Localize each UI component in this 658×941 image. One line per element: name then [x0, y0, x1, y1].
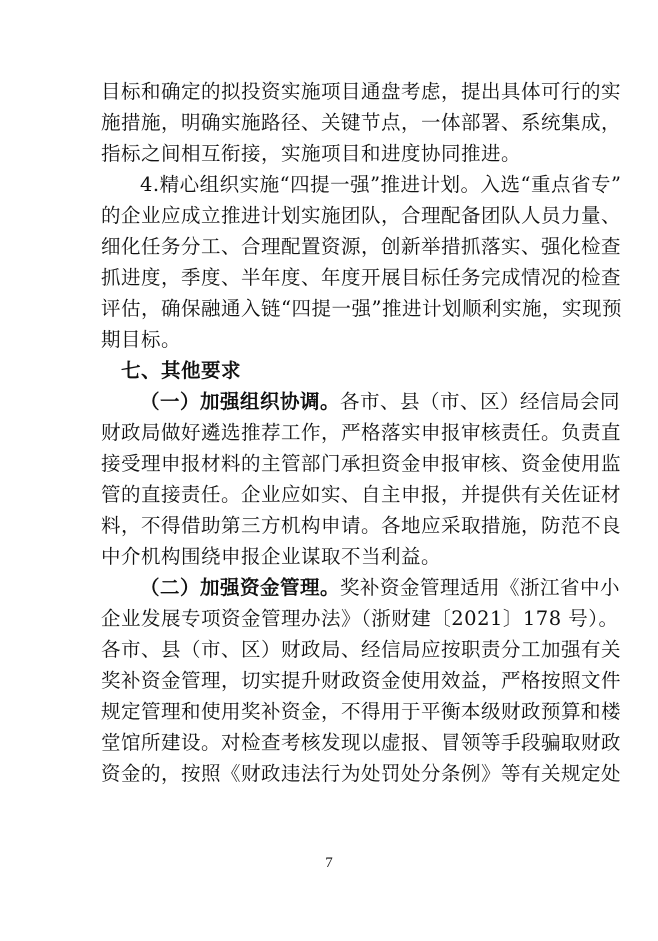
paragraph-four-plans: [101, 169, 622, 355]
paragraph-implementation-measures: [101, 76, 622, 169]
text-line: 各市、县（市、区）财政局、经信局应按职责分工加强有关: [101, 638, 622, 661]
subheading-lead: （二）加强资金管理。: [140, 576, 341, 599]
text-line: 管的直接责任。企业应如实、自主申报，并提供有关佐证材: [101, 483, 622, 506]
text-line: 抓进度，季度、半年度、年度开展目标任务完成情况的检查: [101, 266, 622, 289]
text-line: 目标和确定的拟投资实施项目通盘考虑，提出具体可行的实: [101, 80, 622, 103]
text-line: 接受理申报材料的主管部门承担资金申报审核、资金使用监: [101, 452, 622, 475]
page-number: 7: [325, 855, 333, 871]
text-line: 期目标。: [101, 328, 182, 351]
text-line: 财政局做好遴选推荐工作，严格落实申报审核责任。负责直: [101, 421, 622, 444]
text-line: 奖补资金管理，切实提升财政资金使用效益，严格按照文件: [101, 669, 622, 692]
text-line: 评估，确保融通入链“四提一强”推进计划顺利实施，实现预: [101, 297, 622, 320]
text-line: 企业发展专项资金管理办法》（浙财建〔2021〕178 号）。: [101, 607, 619, 630]
text-line: 规定管理和使用奖补资金，不得用于平衡本级财政预算和楼: [101, 700, 622, 723]
text-line: 料，不得借助第三方机构申请。各地应采取措施，防范不良: [101, 514, 622, 537]
text-run: 奖补资金管理适用《浙江省中小: [340, 576, 621, 599]
text-line: 资金的，按照《财政违法行为处罚处分条例》等有关规定处: [101, 762, 622, 785]
body-text: [101, 76, 622, 789]
text-line: 的企业应成立推进计划实施团队，合理配备团队人员力量、: [101, 204, 622, 227]
section-heading: 七、其他要求: [121, 359, 242, 382]
text-line: 施措施，明确实施路径、关键节点，一体部署、系统集成，: [101, 111, 622, 134]
text-line: 中介机构围绕申报企业谋取不当利益。: [101, 545, 442, 568]
paragraph-fund-management: [101, 572, 622, 789]
text-run: 各市、县（市、区）经信局会同: [340, 390, 621, 413]
text-line: [101, 572, 621, 603]
text-line: 4.精心组织实施“四提一强”推进计划。入选“重点省专”: [140, 173, 622, 196]
paragraph-organization: [101, 386, 622, 572]
subheading-lead: （一）加强组织协调。: [140, 390, 341, 413]
text-line: 指标之间相互衔接，实施项目和进度协同推进。: [101, 142, 522, 165]
text-line: [101, 386, 621, 417]
text-line: 堂馆所建设。对检查考核发现以虚报、冒领等手段骗取财政: [101, 731, 622, 754]
text-line: 细化任务分工、合理配置资源，创新举措抓落实、强化检查: [101, 235, 622, 258]
